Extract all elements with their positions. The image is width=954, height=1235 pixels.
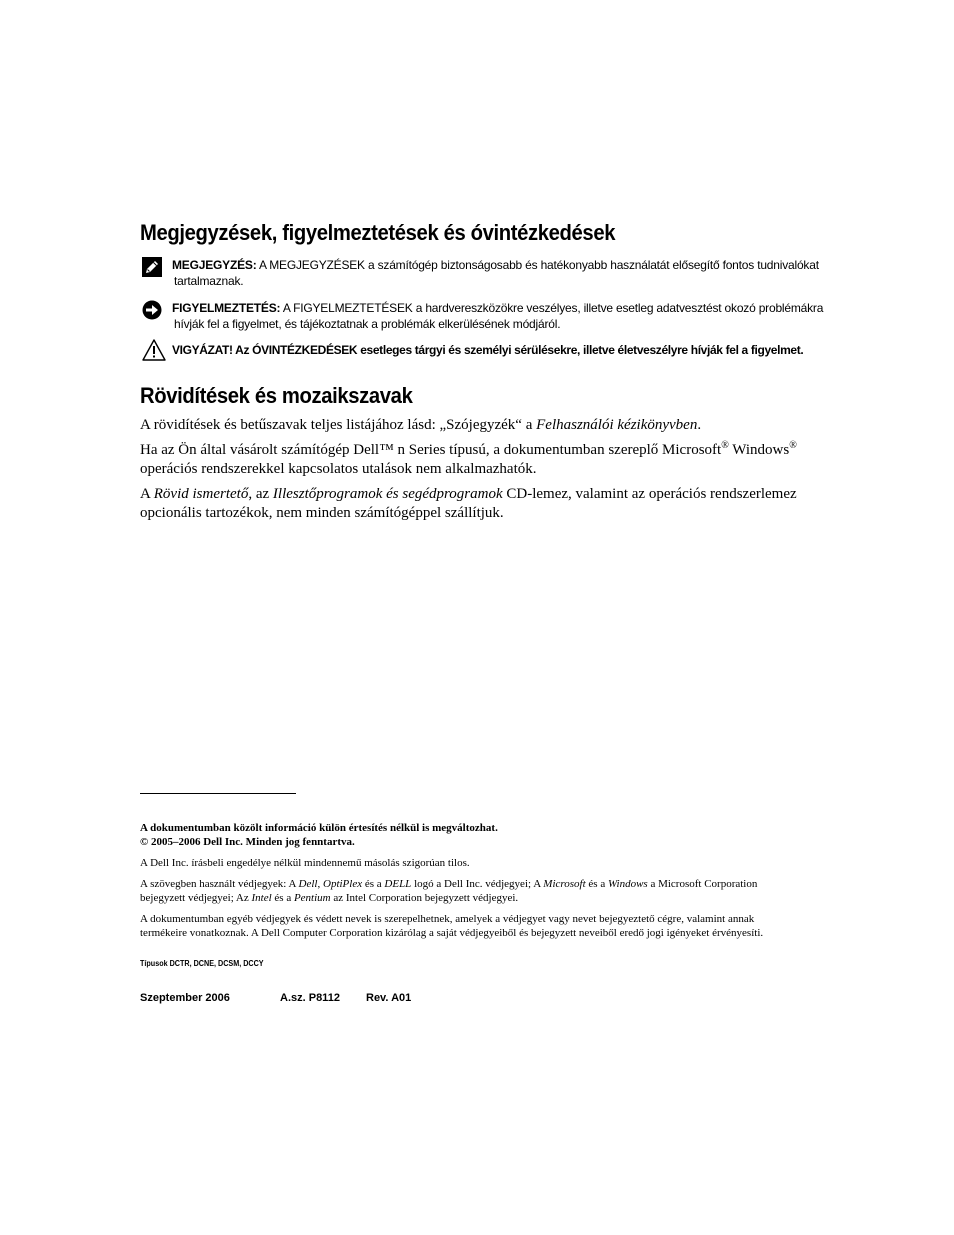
notice-line2: hívják fel a figyelmet, és tájékoztatnak a problémák elkerülésének módjáról. [174, 317, 561, 331]
caution-label: VIGYÁZAT! [172, 343, 233, 357]
caution-text [172, 342, 840, 358]
tm-text: az Intel Corporation bejegyzett védjegyei. [330, 892, 519, 904]
para3-text2: , az [248, 486, 273, 502]
tm-text: és a [271, 892, 294, 904]
heading-abbreviations: Rövidítések és mozaikszavak [140, 383, 413, 408]
tm-intel: Intel [251, 892, 272, 904]
footnote-divider [140, 793, 296, 794]
notice-block [140, 300, 840, 336]
other-trademarks-block [140, 912, 850, 940]
tm-text: A szövegben használt védjegyek: A [140, 878, 299, 890]
part-number: A.sz. P8112 [280, 992, 340, 1004]
tm-text: a Microsoft Corporation [647, 878, 758, 890]
paragraph-optional-media [140, 485, 850, 523]
para3-emphasis1: Rövid ismertető [153, 486, 249, 502]
para2-windows: Windows [728, 442, 790, 458]
note-line2: tartalmaznak. [174, 274, 244, 288]
tm-text: logó a Dell Inc. védjegyei; A [411, 878, 544, 890]
info-change-notice: A dokumentumban közölt információ külön értesítés nélkül is megváltozhat. [140, 822, 498, 834]
pencil-note-icon [142, 257, 162, 277]
tm-dell: Dell [298, 878, 318, 890]
tm-microsoft: Microsoft [543, 878, 586, 890]
trademarks-block [140, 877, 850, 905]
registered-mark: ® [721, 440, 729, 451]
para2-line2: operációs rendszerekkel kapcsolatos utalások nem alkalmazhatók. [140, 461, 537, 477]
caution-block [140, 342, 840, 364]
para3-text3: CD-lemez, valamint az operációs rendszerlemez [502, 486, 797, 502]
copyright-block [140, 821, 850, 849]
reproduction-notice: A Dell Inc. írásbeli engedélye nélkül mindennemű másolás szigorúan tilos. [140, 857, 470, 869]
note-label: MEGJEGYZÉS: [172, 258, 257, 272]
para3-text: A [140, 486, 154, 502]
paragraph-n-series [140, 441, 850, 479]
tm-text: és a [585, 878, 608, 890]
tm-text: , [317, 878, 323, 890]
paragraph-abbreviations-list [140, 416, 850, 435]
caution-line: Az ÓVINTÉZKEDÉSEK esetleges tárgyi és személyi sérülésekre, illetve életveszélyre hívják fel a figyelmet. [232, 343, 804, 357]
heading-notes-notices-cautions: Megjegyzések, figyelmeztetések és óvintézkedések [140, 220, 616, 245]
para1-emphasis: Felhasználói kézikönyvben [536, 417, 698, 433]
para1-text: A rövidítések és betűszavak teljes listájához lásd: „Szójegyzék“ a [140, 417, 537, 433]
para1-end: . [697, 417, 702, 433]
model-numbers: Típusok DCTR, DCNE, DCSM, DCCY [140, 959, 264, 968]
para3-emphasis2: Illesztőprogramok és segédprogramok [272, 486, 503, 502]
note-text [172, 257, 840, 289]
publication-date: Szeptember 2006 [140, 992, 230, 1004]
notice-text [172, 300, 840, 332]
other-tm-line1: A dokumentumban egyéb védjegyek és védett nevek is szerepelhetnek, amelyek a védjegyet vagy nevet bejegyeztető cégre, valamint annak [140, 913, 755, 925]
arrow-circle-icon [142, 300, 162, 320]
registered-mark: ® [789, 440, 797, 451]
tm-pentium: Pentium [293, 892, 331, 904]
notice-line1: A FIGYELMEZTETÉSEK a hardvereszközökre veszélyes, illetve esetleg adatvesztést okozó problémákra [280, 301, 824, 315]
notice-label: FIGYELMEZTETÉS: [172, 301, 281, 315]
para3-line2: opcionális tartozékok, nem minden számítógéppel szállítjuk. [140, 505, 504, 521]
tm-optiplex: OptiPlex [323, 878, 363, 890]
revision: Rev. A01 [366, 992, 412, 1004]
tm-windows: Windows [607, 878, 648, 890]
copyright-line: © 2005–2006 Dell Inc. Minden jog fenntartva. [140, 836, 355, 848]
note-line1: A MEGJEGYZÉSEK a számítógép biztonságosabb és hatékonyabb használatát elősegítő fontos tudnivalókat [256, 258, 819, 272]
tm-text: és a [362, 878, 385, 890]
warning-triangle-icon [142, 339, 166, 361]
tm-text: bejegyzett védjegyei; Az [140, 892, 252, 904]
note-block [140, 257, 840, 293]
other-tm-line2: termékeire vonatkoznak. A Dell Computer Corporation kizárólag a saját védjegyeiből és bejegyzett neveiből eredő jogi igényeket érvényesíti. [140, 927, 764, 939]
tm-dell-logo: DELL [384, 878, 412, 890]
para2-text: Ha az Ön által vásárolt számítógép Dell™ n Series típusú, a dokumentumban szereplő Microsoft [140, 442, 722, 458]
